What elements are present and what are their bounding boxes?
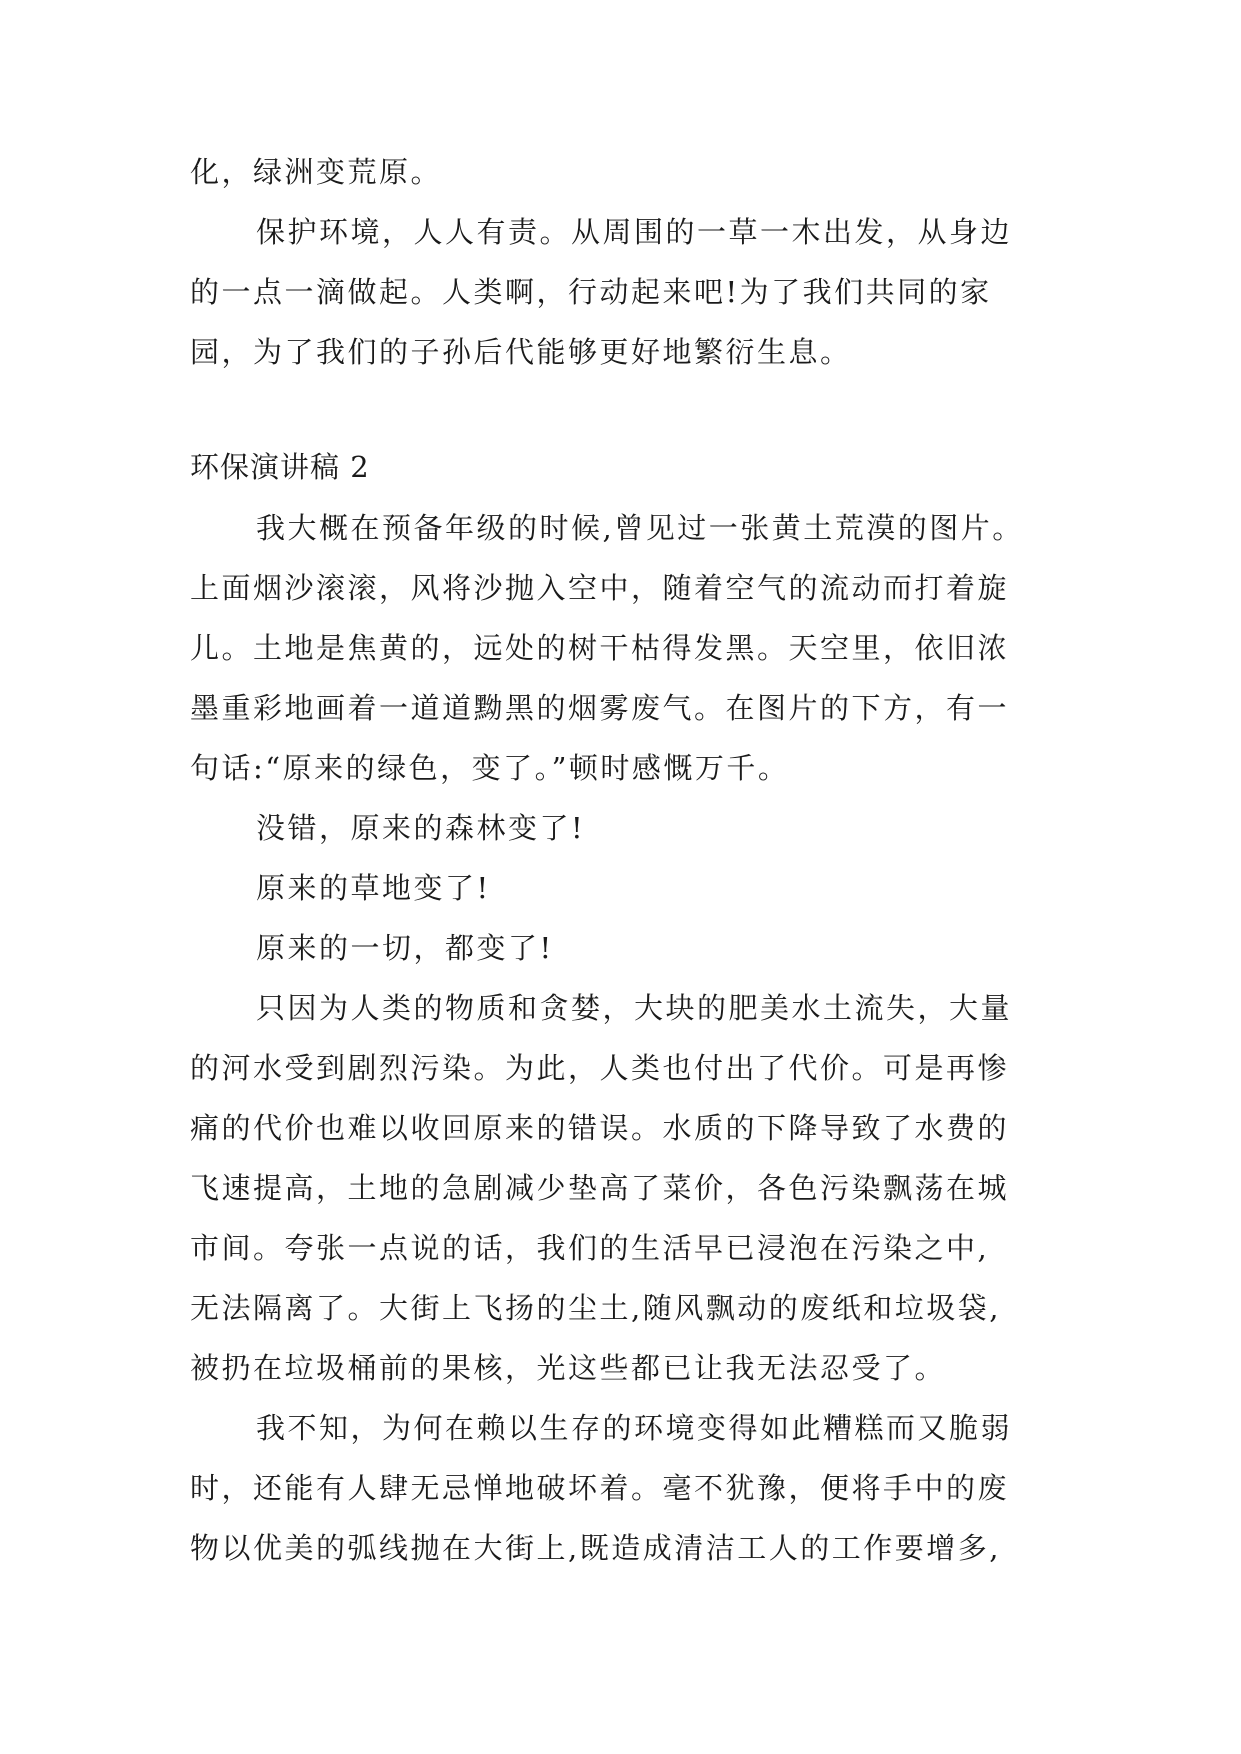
text-line: 市间。夸张一点说的话，我们的生活早已浸泡在污染之中,: [190, 1231, 990, 1265]
text-line: 没错，原来的森林变了!: [256, 811, 586, 845]
section-heading: 环保演讲稿 2: [190, 450, 370, 484]
text-line: 物以优美的弧线抛在大街上,既造成清洁工人的工作要增多,: [190, 1531, 1001, 1565]
text-line: 原来的一切，都变了!: [256, 931, 554, 965]
text-line: 上面烟沙滚滚，风将沙抛入空中，随着空气的流动而打着旋: [190, 571, 1010, 605]
text-line: 只因为人类的物质和贪婪，大块的肥美水土流失，大量: [256, 991, 1013, 1025]
text-line: 儿。土地是焦黄的，远处的树干枯得发黑。天空里，依旧浓: [190, 631, 1010, 665]
text-line: 痛的代价也难以收回原来的错误。水质的下降导致了水费的: [190, 1111, 1010, 1145]
text-line: 我大概在预备年级的时候,曾见过一张黄土荒漠的图片。: [256, 511, 1024, 545]
text-line: 我不知，为何在赖以生存的环境变得如此糟糕而又脆弱: [256, 1411, 1013, 1445]
text-line: 墨重彩地画着一道道黝黑的烟雾废气。在图片的下方，有一: [190, 691, 1010, 725]
text-line: 句话:“原来的绿色，变了。”顿时感慨万千。: [190, 751, 790, 785]
text-line: 园，为了我们的子孙后代能够更好地繁衍生息。: [190, 335, 852, 369]
text-line: 原来的草地变了!: [256, 871, 491, 905]
text-line: 的河水受到剧烈污染。为此，人类也付出了代价。可是再惨: [190, 1051, 1010, 1085]
text-line: 被扔在垃圾桶前的果核，光这些都已让我无法忍受了。: [190, 1351, 947, 1385]
text-line: 化，绿洲变荒原。: [190, 155, 443, 189]
text-line: 无法隔离了。大街上飞扬的尘土,随风飘动的废纸和垃圾袋,: [190, 1291, 1001, 1325]
text-line: 保护环境，人人有责。从周围的一草一木出发，从身边: [256, 215, 1013, 249]
text-line: 飞速提高，土地的急剧减少垫高了菜价，各色污染飘荡在城: [190, 1171, 1010, 1205]
text-line: 的一点一滴做起。人类啊，行动起来吧!为了我们共同的家: [190, 275, 992, 309]
text-line: 时，还能有人肆无忌惮地破坏着。毫不犹豫，便将手中的废: [190, 1471, 1010, 1505]
